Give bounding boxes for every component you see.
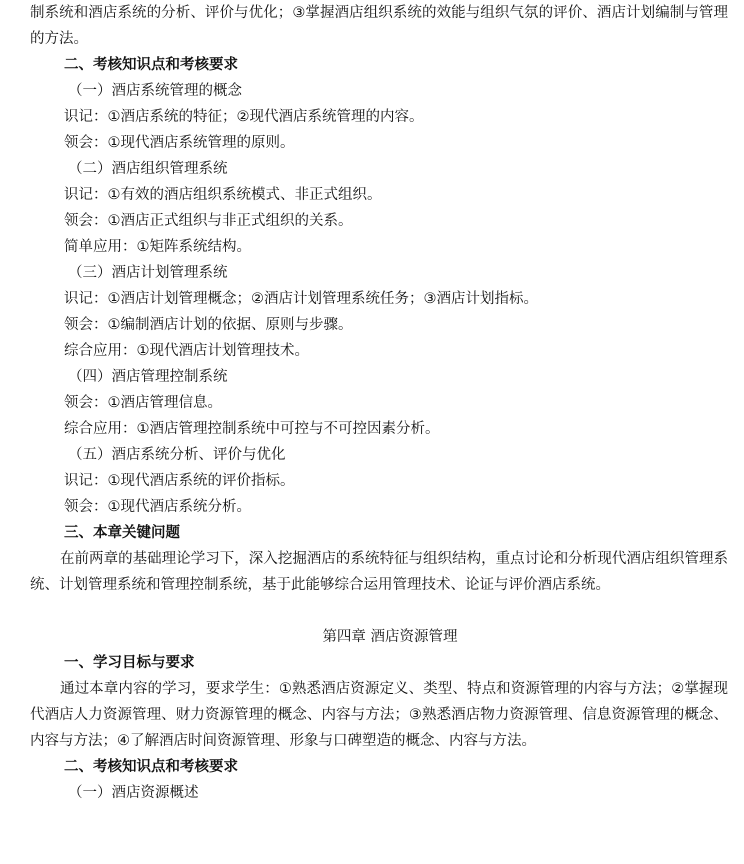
- section-heading-knowledge: 二、考核知识点和考核要求: [64, 57, 238, 73]
- goals-paragraph: 通过本章内容的学习，要求学生：①熟悉酒店资源定义、类型、特点和资源管理的内容与方法；②掌握现代酒店人力资源管理、财力资源管理的概念、内容与方法；③熟悉酒店物力资源管理、信息资源管理的概念、内容与方法；④了解酒店时间资源管理、形象与口碑塑造的概念、内容与方法。: [30, 681, 728, 749]
- key-issues-paragraph: 在前两章的基础理论学习下，深入挖掘酒店的系统特征与组织结构，重点讨论和分析现代酒店组织管理系统、计划管理系统和管理控制系统，基于此能够综合运用管理技术、论证与评价酒店系统。: [30, 551, 728, 593]
- requirement-line: 识记：①现代酒店系统的评价指标。: [64, 473, 295, 489]
- section-heading-goals: 一、学习目标与要求: [64, 655, 195, 671]
- requirement-line: 识记：①酒店计划管理概念；②酒店计划管理系统任务；③酒店计划指标。: [64, 291, 538, 307]
- requirement-line: 简单应用：①矩阵系统结构。: [64, 239, 251, 255]
- requirement-line: 识记：①酒店系统的特征；②现代酒店系统管理的内容。: [64, 109, 424, 125]
- section-heading-knowledge-ch4: 二、考核知识点和考核要求: [64, 759, 238, 775]
- requirement-line: 领会：①现代酒店系统分析。: [64, 499, 251, 515]
- subsection-title: （一）酒店系统管理的概念: [68, 83, 242, 99]
- subsection-title: （四）酒店管理控制系统: [68, 369, 228, 385]
- requirement-line: 识记：①有效的酒店组织系统模式、非正式组织。: [64, 187, 382, 203]
- requirement-line: 领会：①编制酒店计划的依据、原则与步骤。: [64, 317, 353, 333]
- requirement-line: 综合应用：①酒店管理控制系统中可控与不可控因素分析。: [64, 421, 440, 437]
- section-heading-key-issues: 三、本章关键问题: [64, 525, 180, 541]
- subsection-title: （一）酒店资源概述: [68, 785, 199, 801]
- subsection-title: （二）酒店组织管理系统: [68, 161, 228, 177]
- requirement-line: 领会：①酒店正式组织与非正式组织的关系。: [64, 213, 353, 229]
- chapter-title: 第四章 酒店资源管理: [322, 629, 458, 645]
- requirement-line: 领会：①酒店管理信息。: [64, 395, 222, 411]
- subsection-title: （三）酒店计划管理系统: [68, 265, 228, 281]
- requirement-line: 综合应用：①现代酒店计划管理技术。: [64, 343, 309, 359]
- subsection-title: （五）酒店系统分析、评价与优化: [68, 447, 286, 463]
- requirement-line: 领会：①现代酒店系统管理的原则。: [64, 135, 295, 151]
- intro-paragraph-continuation: 制系统和酒店系统的分析、评价与优化；③掌握酒店组织系统的效能与组织气氛的评价、酒店计划编制与管理的方法。: [30, 5, 728, 47]
